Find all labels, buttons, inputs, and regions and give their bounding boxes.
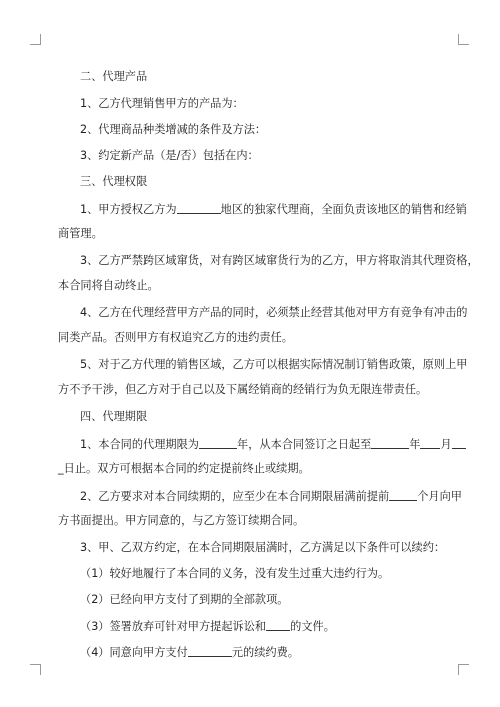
blank-end-month	[420, 437, 440, 449]
text-run: （4）同意向甲方支付	[80, 646, 188, 659]
text-run: 年，从本合同签订之日起至	[237, 438, 372, 451]
section-3-item-1-cont: 商管理。	[58, 227, 103, 240]
section-3-item-4: 4、乙方在代理经营甲方产品的同时，必须禁止经营其他对甲方有竞争有冲击的	[80, 306, 468, 319]
blank-end-day	[452, 437, 466, 449]
section-4-heading: 四、代理期限	[80, 410, 148, 423]
text-run: 年	[409, 438, 421, 451]
section-2-item-3: 3、约定新产品（是/否）包括在内：	[80, 149, 259, 162]
text-run: 1、甲方授权乙方为	[80, 203, 177, 216]
blank-years	[199, 437, 237, 449]
section-4-item-3: 3、甲、乙双方约定，在本合同期限届满时，乙方满足以下条件可以续约：	[80, 541, 446, 554]
blank-end-year	[371, 437, 409, 449]
section-4-item-1-cont: _日止。双方可根据本合同的约定提前终止或续期。	[58, 462, 310, 475]
section-3-item-4-cont: 同类产品。否则甲方有权追究乙方的违约责任。	[58, 331, 293, 344]
text-run: 元的续约费。	[231, 646, 299, 659]
crop-mark-top-right	[458, 34, 469, 45]
condition-2: （2）已经向甲方支付了到期的全部款项。	[80, 593, 289, 606]
section-4-item-1	[80, 437, 466, 452]
text-run: 地区的独家代理商，全面负责该地区的销售和经销	[220, 203, 467, 216]
blank-months	[389, 489, 417, 501]
section-2-item-1: 1、乙方代理销售甲方的产品为：	[80, 97, 244, 110]
blank-field-claim	[266, 619, 290, 631]
section-3-item-3: 3、乙方严禁跨区域窜货，对有跨区域窜货行为的乙方，甲方将取消其代理资格，	[80, 254, 479, 267]
section-3-item-5-cont: 方不予干涉，但乙方对于自己以及下属经销商的经销行为负无限连带责任。	[58, 383, 428, 396]
condition-4	[80, 645, 299, 660]
text-run: 1、本合同的代理期限为	[80, 438, 199, 451]
condition-1: （1）较好地履行了本合同的义务，没有发生过重大违约行为。	[80, 567, 390, 580]
text-run: （3）签署放弃可针对甲方提起诉讼和	[80, 620, 267, 633]
crop-mark-bottom-left	[30, 664, 41, 675]
section-3-item-1	[80, 202, 467, 217]
crop-mark-top-left	[30, 34, 41, 45]
section-4-item-2	[80, 489, 462, 504]
section-4-item-2-cont: 方书面提出。甲方同意的，与乙方签订续期合同。	[58, 514, 305, 527]
section-3-item-3-cont: 本合同将自动终止。	[58, 279, 159, 292]
section-2-heading: 二、代理产品	[80, 70, 148, 83]
text-run: 月	[440, 438, 452, 451]
condition-3	[80, 619, 335, 634]
section-2-item-2: 2、代理商品种类增减的条件及方法：	[80, 123, 267, 136]
crop-mark-bottom-right	[458, 664, 469, 675]
section-3-heading: 三、代理权限	[80, 175, 148, 188]
text-run: 2、乙方要求对本合同续期的，应至少在本合同期限届满前提前	[80, 490, 390, 503]
text-run: 的文件。	[290, 620, 335, 633]
section-3-item-5: 5、对于乙方代理的销售区域，乙方可以根据实际情况制订销售政策，原则上甲	[80, 358, 468, 371]
text-run: 个月向甲	[417, 490, 462, 503]
blank-field-region	[177, 202, 221, 214]
blank-renewal-fee	[188, 645, 232, 657]
